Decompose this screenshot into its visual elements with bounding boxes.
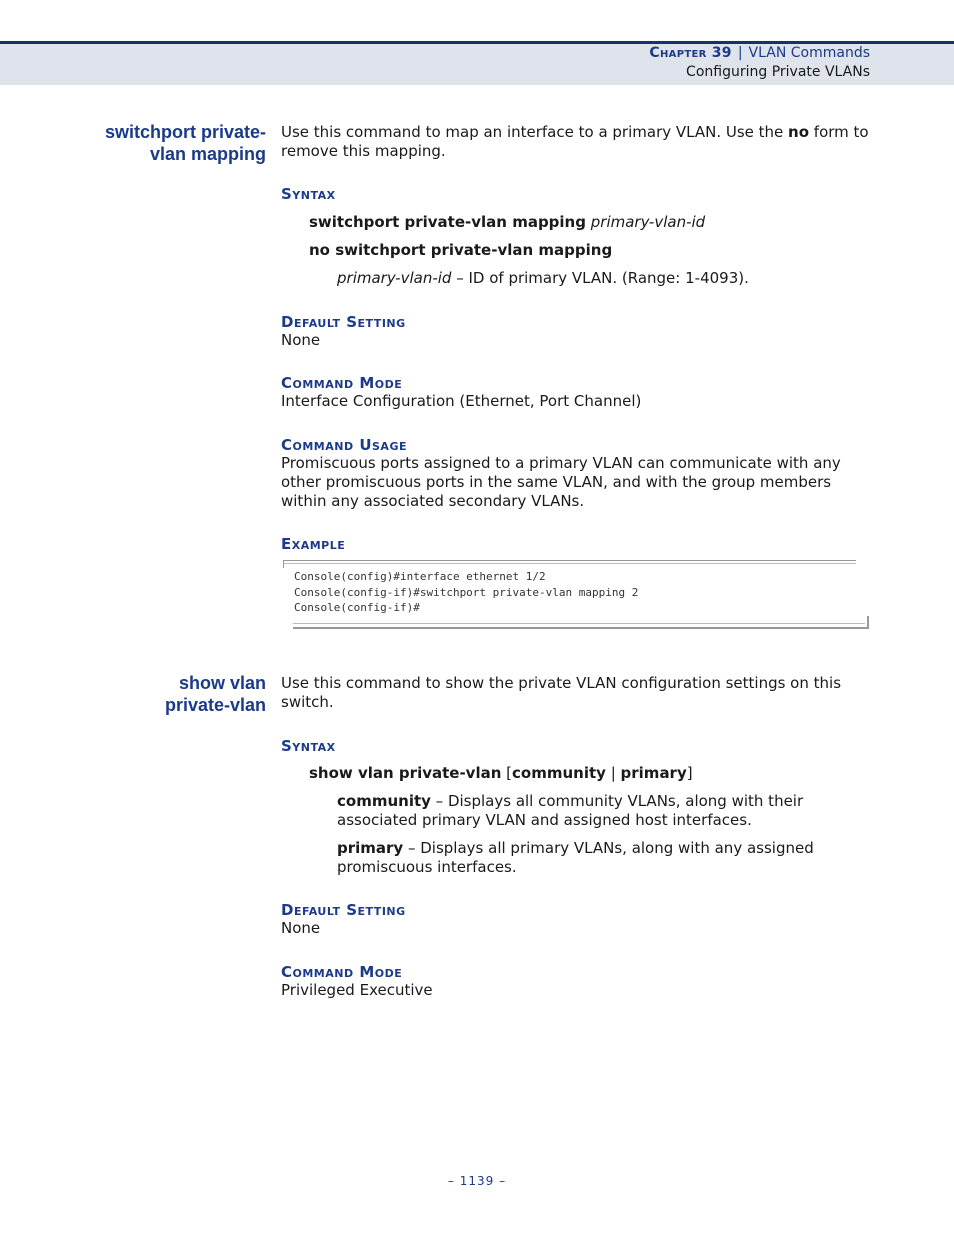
parameter-description <box>337 839 867 877</box>
description-text: Use this command to map an interface to a primary VLAN. Use the <box>281 123 789 141</box>
command-mode-value: Privileged Executive <box>281 981 433 999</box>
code-border <box>283 560 856 561</box>
description-keyword: no <box>788 123 810 141</box>
syntax-line <box>309 241 612 260</box>
syntax-option: community <box>512 764 606 782</box>
parameter-description <box>337 269 867 288</box>
command-title-line: private-vlan <box>164 695 266 715</box>
parameter-name: primary-vlan-id <box>337 269 452 287</box>
syntax-command: no switchport private-vlan mapping <box>309 241 613 259</box>
command-title-line: switchport private- <box>104 122 266 142</box>
default-setting-heading: Default Setting <box>281 313 406 331</box>
command-usage-text: Promiscuous ports assigned to a primary VLAN can communicate with any other promiscuous ports in the same VLAN, and with the group members within any associated secondary VLANs. <box>281 454 841 510</box>
command-mode-heading: Command Mode <box>281 374 403 392</box>
example-code <box>294 569 638 616</box>
parameter-name: community <box>337 792 431 810</box>
syntax-bracket: ] <box>686 764 693 782</box>
parameter-text: – ID of primary VLAN. (Range: 1-4093). <box>451 269 749 287</box>
command-mode-value: Interface Configuration (Ethernet, Port Channel) <box>281 392 642 410</box>
code-border <box>283 560 284 568</box>
command-title-show-vlan-private-vlan <box>66 672 266 716</box>
header-separator: | <box>737 45 743 61</box>
syntax-command: switchport private-vlan mapping <box>309 213 586 231</box>
syntax-command: show vlan private-vlan <box>309 764 502 782</box>
parameter-name: primary <box>337 839 404 857</box>
chapter-label: Chapter 39 <box>649 45 732 61</box>
command-title-line: vlan mapping <box>149 144 266 164</box>
code-line: Console(config-if)#switchport private-vlan mapping 2 <box>294 585 639 599</box>
parameter-text: – Displays all community VLANs, along with their associated primary VLAN and assigned host interfaces. <box>337 792 804 829</box>
syntax-line <box>309 764 693 783</box>
page-number: – 1139 – <box>447 1174 507 1188</box>
syntax-parameter: primary-vlan-id <box>590 213 706 231</box>
code-border <box>867 616 869 628</box>
chapter-title: VLAN Commands <box>748 45 870 61</box>
default-setting-heading: Default Setting <box>281 901 406 919</box>
parameter-text: – Displays all primary VLANs, along with any assigned promiscuous interfaces. <box>337 839 814 876</box>
syntax-bracket: [ <box>501 764 513 782</box>
chapter-heading <box>649 45 870 61</box>
syntax-heading: Syntax <box>281 737 336 755</box>
command-description: Use this command to show the private VLAN configuration settings on this switch. <box>281 674 842 711</box>
syntax-option: primary <box>620 764 687 782</box>
code-border <box>293 627 869 629</box>
syntax-line <box>309 213 705 232</box>
command-description <box>281 123 871 161</box>
section-title: Configuring Private VLANs <box>686 64 870 80</box>
example-code-box <box>283 560 869 629</box>
default-setting-value: None <box>281 919 321 937</box>
command-title-line: show vlan <box>178 673 266 693</box>
command-title-switchport-private-vlan-mapping <box>66 121 266 165</box>
syntax-heading: Syntax <box>281 185 336 203</box>
default-setting-value: None <box>281 331 321 349</box>
command-usage-heading: Command Usage <box>281 436 407 454</box>
parameter-description <box>337 792 867 830</box>
code-line: Console(config)#interface ethernet 1/2 <box>294 570 546 583</box>
code-border <box>293 623 865 624</box>
example-heading: Example <box>281 535 346 553</box>
code-border <box>283 563 856 564</box>
command-mode-heading: Command Mode <box>281 963 403 981</box>
description-text: form to remove this mapping. <box>281 123 869 160</box>
syntax-pipe: | <box>605 764 621 782</box>
code-line: Console(config-if)# <box>294 601 420 614</box>
